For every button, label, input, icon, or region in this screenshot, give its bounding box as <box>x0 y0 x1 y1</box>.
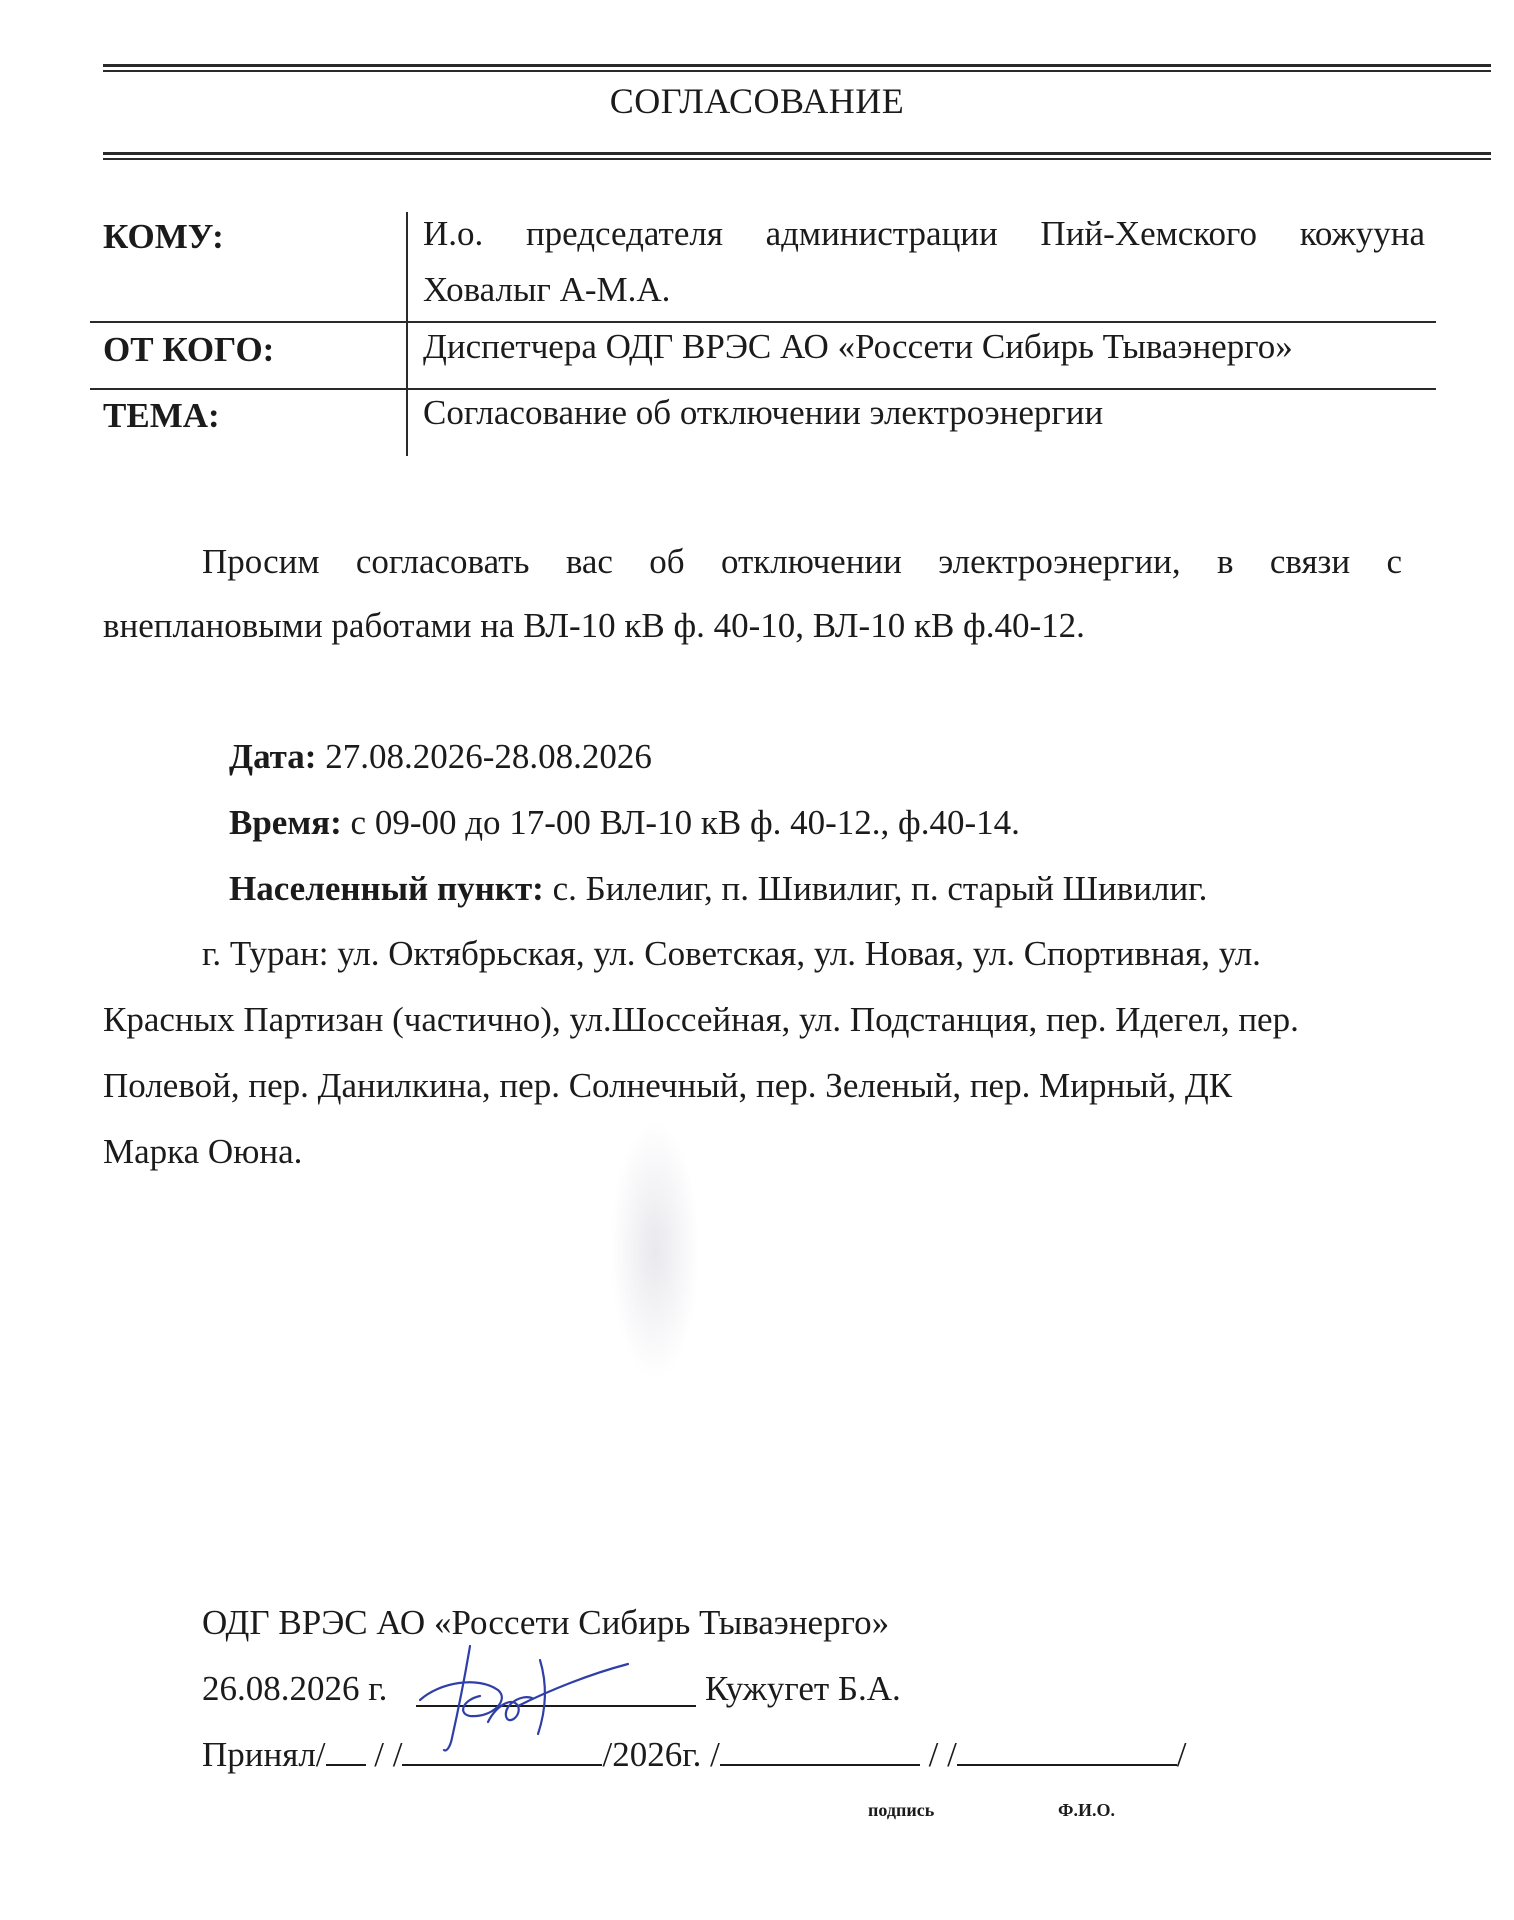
town-line-1: г. Туран: ул. Октябрьская, ул. Советская, ул. Новая, ул. Спортивная, ул. <box>202 934 1261 973</box>
signature-org: ОДГ ВРЭС АО «Россети Сибирь Тываэнерго» <box>202 1603 890 1642</box>
signature-name: Кужугет Б.А. <box>705 1669 901 1708</box>
accepted-sep-2: / / <box>919 1735 957 1774</box>
accepted-blank-signature <box>720 1736 920 1766</box>
request-line-1: Просим согласовать вас об отключении электроэнергии, в связи с <box>202 542 1402 581</box>
town-line-4: Марка Оюна. <box>103 1132 303 1171</box>
header-divider-row-2 <box>90 388 1436 390</box>
town-line-2: Красных Партизан (частично), ул.Шоссейная, ул. Подстанция, пер. Идегел, пер. <box>103 1000 1299 1039</box>
date-value: 27.08.2026-28.08.2026 <box>316 737 652 776</box>
accepted-line: Принял/ / / /2026г. / / / / <box>202 1735 1187 1774</box>
header-divider-row-1 <box>90 321 1436 323</box>
scan-smudge <box>610 1120 700 1380</box>
accepted-prefix: Принял/ <box>202 1735 326 1774</box>
title-rule-1 <box>103 152 1491 155</box>
to-value-line1: И.о. председателя администрации Пий-Хемского кожууна <box>423 214 1425 253</box>
town-line-3: Полевой, пер. Данилкина, пер. Солнечный, пер. Зеленый, пер. Мирный, ДК <box>103 1066 1233 1105</box>
top-rule-2 <box>103 70 1491 72</box>
from-label: ОТ КОГО: <box>103 330 275 369</box>
place-line <box>229 869 1207 909</box>
top-rule-1 <box>103 64 1491 67</box>
time-line <box>229 803 1020 843</box>
accepted-sep-1: / / <box>365 1735 403 1774</box>
accepted-blank-name <box>957 1736 1177 1766</box>
caption-name: Ф.И.О. <box>1058 1800 1115 1820</box>
document-title: СОГЛАСОВАНИЕ <box>609 81 905 121</box>
caption-signature: подпись <box>868 1800 935 1820</box>
to-label: КОМУ: <box>103 217 224 256</box>
accepted-year: /2026г. / <box>602 1735 720 1774</box>
accepted-blank-1 <box>326 1736 366 1766</box>
handwritten-signature <box>400 1630 650 1760</box>
header-divider-vertical <box>406 212 408 456</box>
time-label: Время: <box>229 803 342 842</box>
request-line-2: внеплановыми работами на ВЛ-10 кВ ф. 40-10, ВЛ-10 кВ ф.40-12. <box>103 606 1085 645</box>
place-value: с. Билелиг, п. Шивилиг, п. старый Шивилиг. <box>543 869 1208 908</box>
signature-date: 26.08.2026 г. <box>202 1669 388 1708</box>
to-value-line2: Ховалыг А-М.А. <box>423 270 671 309</box>
date-label: Дата: <box>229 737 317 776</box>
date-line <box>229 737 652 777</box>
subject-value: Согласование об отключении электроэнергии <box>423 393 1104 432</box>
subject-label: ТЕМА: <box>103 396 220 435</box>
time-value: с 09-00 до 17-00 ВЛ-10 кВ ф. 40-12., ф.40-14. <box>341 803 1020 842</box>
place-label: Населенный пункт: <box>229 869 544 908</box>
from-value: Диспетчера ОДГ ВРЭС АО «Россети Сибирь Тываэнерго» <box>423 327 1293 366</box>
title-rule-2 <box>103 158 1491 160</box>
